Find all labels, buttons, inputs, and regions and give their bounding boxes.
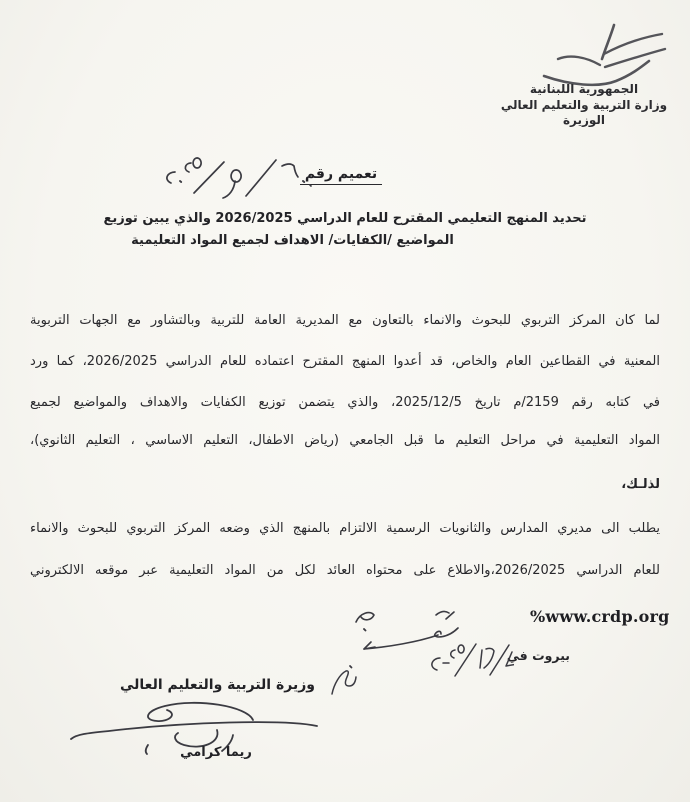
- signer-name: ريما كرامي: [180, 745, 252, 760]
- signature-title: وزيرة التربية والتعليم العالي: [120, 677, 315, 693]
- body-line: في كتابه رقم 2159/م تاريخ 2025/12/5، والذي يتضمن توزيع الكفايات والاهداف والمواضيع لجميع: [30, 395, 660, 410]
- subject-title-line1: تحديد المنهج التعليمي المقترح للعام الدراسي 2026/2025 والذي يبين توزيع: [103, 211, 587, 226]
- minister-title: الوزيرة: [562, 113, 606, 127]
- circular-number-label: تعميم رقم: [300, 166, 382, 185]
- place-label: بيروت في: [506, 648, 570, 663]
- therefore-line: لذلـك،: [621, 477, 660, 492]
- handwritten-circular-number: [150, 146, 312, 204]
- body-line: للعام الدراسي 2026/2025،والاطلاع على محتواه العائد لكل من المواد التعليمية عبر موقعه الالكتروني: [30, 563, 660, 578]
- handwritten-date: [424, 637, 514, 679]
- republic-name: الجمهورية اللبنانية: [529, 82, 639, 96]
- body-line: المعنية في القطاعين العام والخاص، قد أعدوا المنهج المقترح اعتماده للعام الدراسي 2026/2025، كما ورد: [30, 354, 660, 369]
- website-link[interactable]: %www.crdp.org: [530, 607, 670, 626]
- letterhead: [478, 82, 690, 129]
- body-line: لما كان المركز التربوي للبحوث والانماء بالتعاون مع المديرية العامة للتربية وبالتشاور مع الجهات التربوية: [30, 313, 660, 328]
- body-line: المواد التعليمية في مراحل التعليم ما قبل الجامعي (رياض الاطفال، التعليم الاساسي ، التعليم الثانوي)،: [30, 433, 660, 448]
- body-line: يطلب الى مديري المدارس والثانويات الرسمية الالتزام بالمنهج الذي وضعه المركز التربوي للبحوث والانماء: [30, 521, 660, 536]
- subject-title-line2: المواضيع /الكفايات/ الاهداف لجميع المواد التعليمية: [131, 233, 454, 248]
- ministry-name: وزارة التربية والتعليم العالي: [500, 97, 668, 112]
